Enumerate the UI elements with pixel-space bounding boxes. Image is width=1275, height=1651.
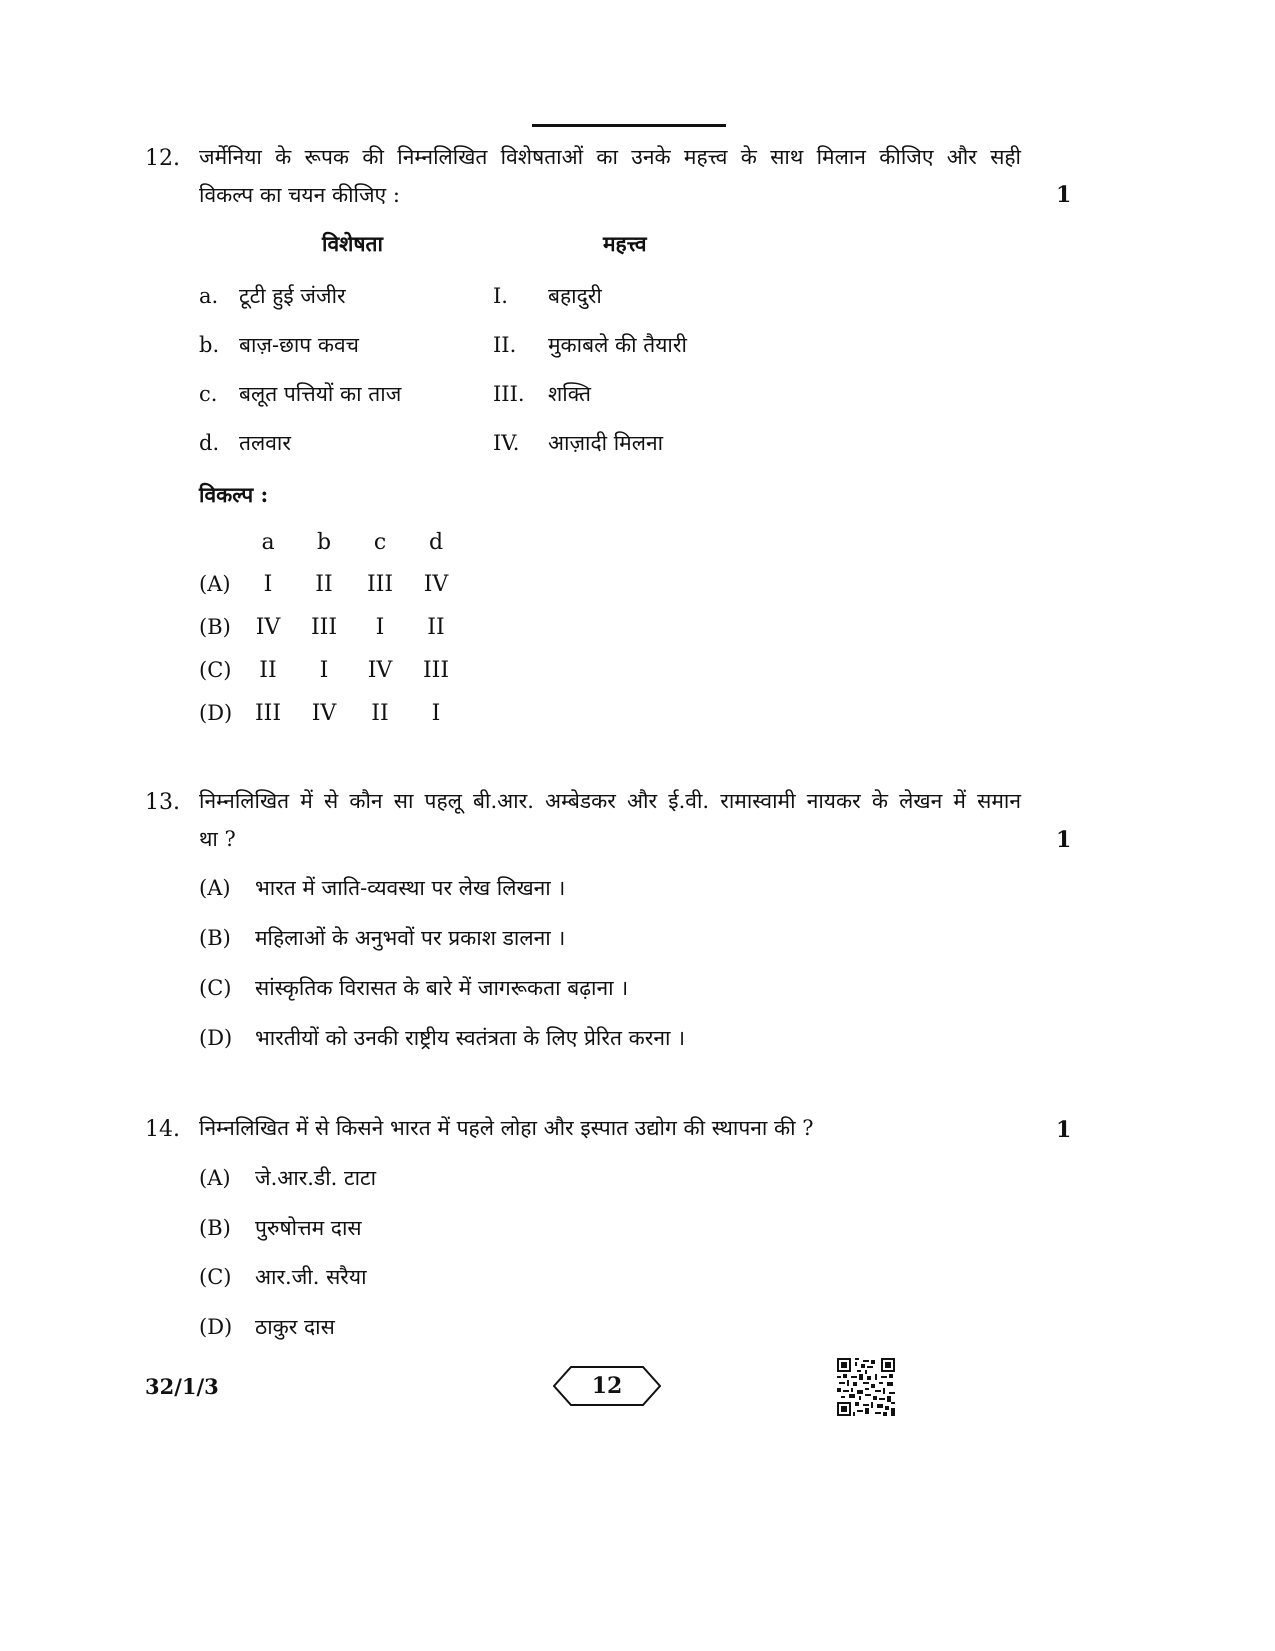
q12-significance-heading: महत्त्व [603,231,647,256]
q12-significance-3 [493,380,591,408]
significance-label: III. [493,382,525,406]
q13-marks: 1 [1056,827,1072,853]
grid-cell: IV [255,615,281,640]
option-text: भारतीयों को उनकी राष्ट्रीय स्वतंत्रता के लिए प्रेरित करना । [255,1026,686,1050]
option-text: ठाकुर दास [255,1315,335,1339]
significance-label: II. [493,333,517,357]
feature-label: d. [199,431,220,455]
grid-cell: II [259,658,277,683]
q13-option-a[interactable] [199,874,565,902]
q12-significance-4 [493,429,663,457]
q12-feature-a [199,282,346,310]
grid-cell: IV [311,701,337,726]
grid-cell: II [315,572,333,597]
grid-cell: I [375,615,385,640]
option-label: (A) [199,572,231,596]
grid-header-cell: d [428,530,444,555]
significance-text: बहादुरी [548,284,602,308]
option-label: (B) [199,615,231,639]
q12-significance-2 [493,331,687,359]
significance-text: आज़ादी मिलना [548,431,664,455]
feature-text: तलवार [239,431,291,455]
feature-label: c. [199,382,218,406]
grid-cell: IV [423,572,449,597]
q14-text: निम्नलिखित में से किसने भारत में पहले लोहा और इस्पात उद्योग की स्थापना की ? [199,1116,814,1140]
qr-code-icon [837,1358,895,1416]
q12-marks: 1 [1056,182,1072,208]
option-label: (D) [199,1315,233,1339]
q14-option-c[interactable] [199,1263,367,1291]
q12-option-c[interactable] [199,658,464,683]
top-divider [532,124,726,127]
q12-feature-d [199,429,291,457]
grid-header-cell: b [316,530,332,555]
grid-cell: II [371,701,389,726]
q13-text-line2: था ? [199,827,236,851]
significance-text: मुकाबले की तैयारी [548,333,687,357]
grid-cell: III [310,615,338,640]
grid-cell: I [431,701,441,726]
option-label: (C) [199,1265,232,1289]
feature-text: टूटी हुई जंजीर [239,284,346,308]
grid-cell: II [427,615,445,640]
q14-option-d[interactable] [199,1313,335,1341]
significance-label: I. [493,284,508,308]
q12-text-line2: विकल्प का चयन कीजिए : [199,183,400,207]
option-label: (B) [199,1216,231,1240]
page-number-badge [553,1366,661,1406]
option-label: (C) [199,976,232,1000]
q12-option-b[interactable] [199,615,464,640]
significance-text: शक्ति [548,382,591,406]
q12-number: 12. [145,146,180,171]
q13-option-d[interactable] [199,1024,685,1052]
paper-code: 32/1/3 [145,1374,219,1399]
significance-label: IV. [493,431,520,455]
option-label: (A) [199,1166,231,1190]
feature-label: a. [199,284,219,308]
grid-header-cell: a [261,530,275,555]
grid-cell: I [319,658,329,683]
q12-option-d[interactable] [199,701,464,726]
option-text: भारत में जाति-व्यवस्था पर लेख लिखना । [255,876,566,900]
grid-cell: III [254,701,282,726]
feature-text: बलूत पत्तियों का ताज [239,382,402,406]
q13-number: 13. [145,790,180,815]
option-text: जे.आर.डी. टाटा [255,1166,377,1190]
page-number: 12 [591,1373,623,1399]
q14-option-a[interactable] [199,1164,376,1192]
option-label: (D) [199,701,233,725]
q12-text-line1: जर्मेनिया के रूपक की निम्नलिखित विशेषताओं का उनके महत्त्व के साथ मिलान कीजिए और सही [199,145,1021,169]
feature-text: बाज़-छाप कवच [239,333,360,357]
q12-grid-header [240,530,464,555]
grid-cell: IV [367,658,393,683]
grid-cell: III [422,658,450,683]
option-text: महिलाओं के अनुभवों पर प्रकाश डालना । [255,926,566,950]
option-label: (D) [199,1026,233,1050]
option-label: (C) [199,658,232,682]
q14-marks: 1 [1056,1117,1072,1143]
grid-cell: III [366,572,394,597]
q12-option-a[interactable] [199,572,464,597]
q13-option-c[interactable] [199,974,628,1002]
option-text: सांस्कृतिक विरासत के बारे में जागरूकता बढ़ाना । [255,976,629,1000]
grid-cell: I [263,572,273,597]
option-label: (A) [199,876,231,900]
q13-text-line1: निम्नलिखित में से कौन सा पहलू बी.आर. अम्बेडकर और ई.वी. रामास्वामी नायकर के लेखन में समान [199,789,1021,813]
option-label: (B) [199,926,231,950]
option-text: आर.जी. सरैया [255,1265,367,1289]
q12-options-heading: विकल्प : [199,482,269,507]
q13-option-b[interactable] [199,924,565,952]
q14-number: 14. [145,1117,180,1142]
q12-feature-b [199,331,359,359]
feature-label: b. [199,333,220,357]
q14-option-b[interactable] [199,1214,362,1242]
q12-significance-1 [493,282,602,310]
q12-feature-heading: विशेषता [322,231,383,256]
option-text: पुरुषोत्तम दास [255,1216,362,1240]
grid-header-cell: c [373,530,387,555]
q12-feature-c [199,380,401,408]
